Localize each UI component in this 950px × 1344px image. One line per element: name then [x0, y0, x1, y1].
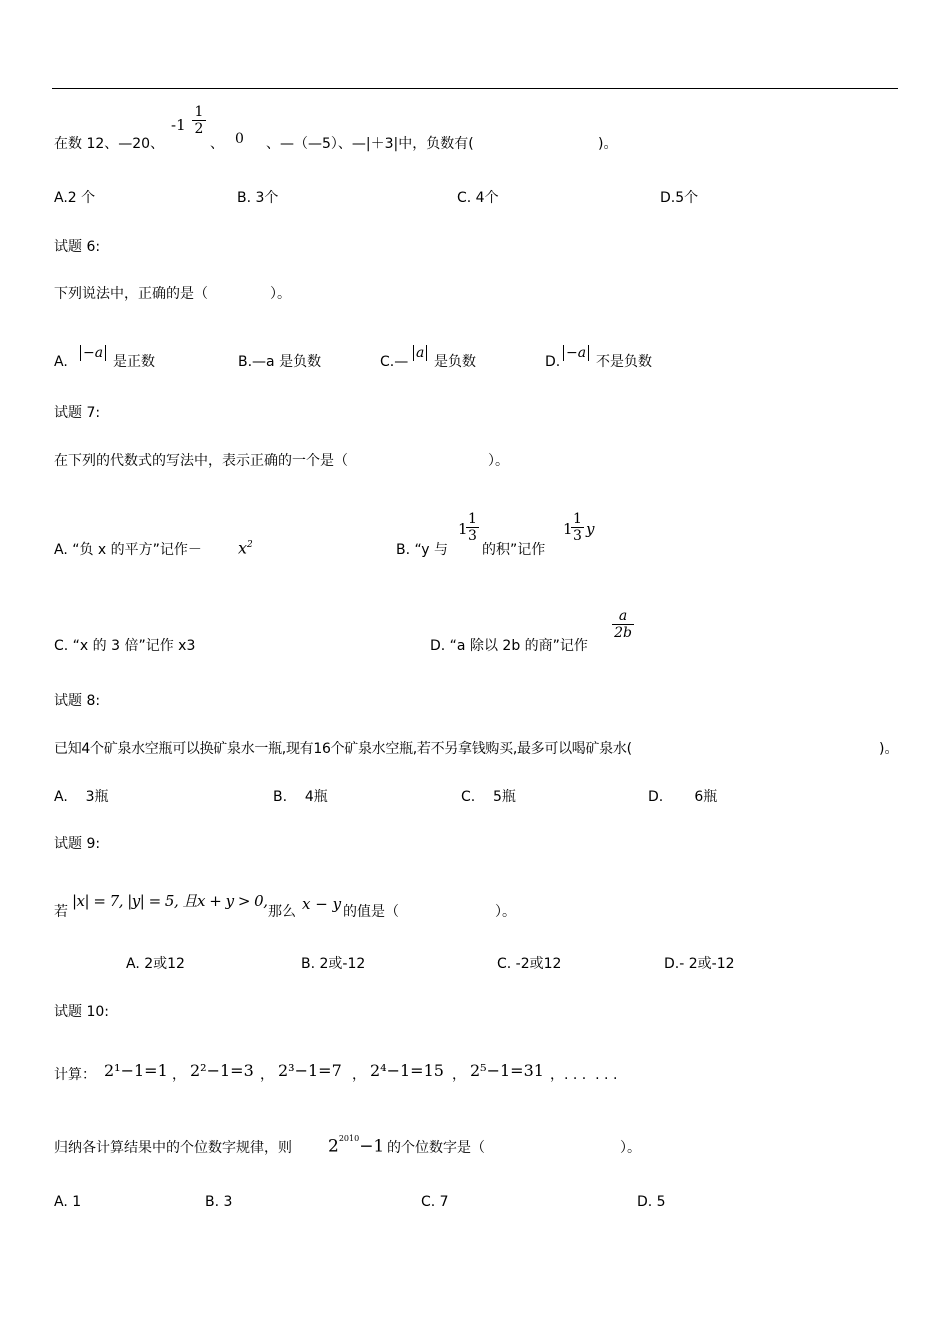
q10-option-c: C. 7 [421, 1194, 449, 1210]
q10-comma-3: ， [352, 1067, 366, 1083]
q7-option-b2-whole: 1 [563, 520, 573, 538]
q7-option-b2-fraction: 1 3 [571, 511, 584, 544]
q10-stem-end: ）。 [620, 1140, 641, 1156]
q5-option-a: A.2 个 [54, 190, 96, 206]
q10-calc-4: 2⁴−1=15 [370, 1061, 444, 1080]
q7-option-b-fraction: 1 3 [466, 511, 479, 544]
q10-calc-3: 2³−1=7 [278, 1061, 342, 1080]
q6-option-d-text: 不是负数 [596, 354, 652, 370]
q10-power: $2^{2010}-1$ [328, 1134, 385, 1157]
q8-stem-end: )。 [879, 741, 899, 757]
q8-stem: 已知4个矿泉水空瓶可以换矿泉水一瓶,现有16个矿泉水空瓶,若不另拿钱购买,最多可以喝矿泉水( [54, 741, 632, 757]
q7-option-d-fraction: a 2b [612, 608, 634, 641]
q6-option-d-label: D. [545, 354, 561, 370]
q9-expression: x − y [302, 895, 342, 913]
q7-option-d-text: D. “a 除以 2b 的商”记作 [430, 638, 588, 654]
q5-option-c: C. 4个 [457, 190, 499, 206]
q7-option-b-text2: 的积”记作 [482, 542, 546, 558]
q7-option-a-text: A. “负 x 的平方”记作－ [54, 542, 202, 558]
q8-option-d: D. 6瓶 [648, 789, 718, 805]
q6-title: 试题 6: [54, 239, 101, 255]
q6-option-a-label: A. [54, 354, 68, 370]
q6-option-c-text: 是负数 [434, 354, 476, 370]
q9-stem-b: 那么 [268, 904, 296, 920]
q5-zero: 0 [235, 131, 244, 147]
q5-option-d: D.5个 [660, 190, 699, 206]
q10-stem-b: 的个位数字是（ [387, 1140, 485, 1156]
q9-option-b: B. 2或-12 [301, 956, 366, 972]
q5-stem-b: 、—（—5）、—|＋3|中，负数有( [266, 136, 474, 152]
q8-option-b: B. 4瓶 [273, 789, 328, 805]
q10-option-d: D. 5 [637, 1194, 666, 1210]
q9-title: 试题 9: [54, 836, 101, 852]
q5-sep: 、 [210, 136, 224, 152]
q5-stem: 在数 12、—20、 [54, 136, 165, 152]
q10-stem-a: 归纳各计算结果中的个位数字规律，则 [54, 1140, 292, 1156]
q6-option-c-math: a [413, 344, 427, 362]
q10-title: 试题 10: [54, 1004, 109, 1020]
q7-option-c: C. “x 的 3 倍”记作 x3 [54, 638, 196, 654]
q9-option-a: A. 2或12 [126, 956, 185, 972]
q10-option-a: A. 1 [54, 1194, 82, 1210]
q9-stem-c: 的值是（ [343, 904, 399, 920]
q10-calc-2: 2²−1=3 [190, 1061, 254, 1080]
q6-option-c-label: C.— [380, 354, 409, 370]
q6-option-d-math: −a [563, 344, 589, 362]
q6-option-a-math: −a [80, 344, 106, 362]
q7-stem: 在下列的代数式的写法中，表示正确的一个是（ ）。 [54, 453, 509, 469]
q9-stem-a: 若 [54, 904, 68, 920]
q10-dots: ，. . . . . . [550, 1067, 618, 1083]
q9-condition: |x| = 7, |y| = 5, 且x + y > 0, [72, 892, 268, 910]
q7-option-b-whole: 1 [458, 520, 468, 538]
q9-option-c: C. -2或12 [497, 956, 562, 972]
q5-fraction: 1 2 [192, 104, 206, 137]
q6-option-b: B.—a 是负数 [238, 354, 322, 370]
q7-option-b2-var: y [586, 520, 595, 538]
q5-neg-whole: -1 [171, 116, 186, 134]
q10-calc-label: 计算： [54, 1067, 96, 1083]
q10-comma-1: ， [172, 1067, 186, 1083]
q6-stem: 下列说法中，正确的是（ ）。 [54, 286, 291, 302]
q9-option-d: D.- 2或-12 [664, 956, 735, 972]
q10-calc-5: 2⁵−1=31 [470, 1061, 544, 1080]
q5-option-b: B. 3个 [237, 190, 279, 206]
q10-calc-1: 2¹−1=1 [104, 1061, 168, 1080]
header-rule [52, 88, 898, 89]
q8-option-a: A. 3瓶 [54, 789, 109, 805]
q5-stem-end: )。 [598, 136, 618, 152]
q8-option-c: C. 5瓶 [461, 789, 516, 805]
q7-option-b-text1: B. “y 与 [396, 542, 448, 558]
q10-option-b: B. 3 [205, 1194, 233, 1210]
q10-comma-4: ， [452, 1067, 466, 1083]
q7-option-a-math: $x^2$ [238, 538, 253, 558]
q9-stem-end: ）。 [495, 904, 516, 920]
q10-comma-2: ， [260, 1067, 274, 1083]
q7-title: 试题 7: [54, 405, 101, 421]
q8-title: 试题 8: [54, 693, 101, 709]
q6-option-a-text: 是正数 [113, 354, 155, 370]
